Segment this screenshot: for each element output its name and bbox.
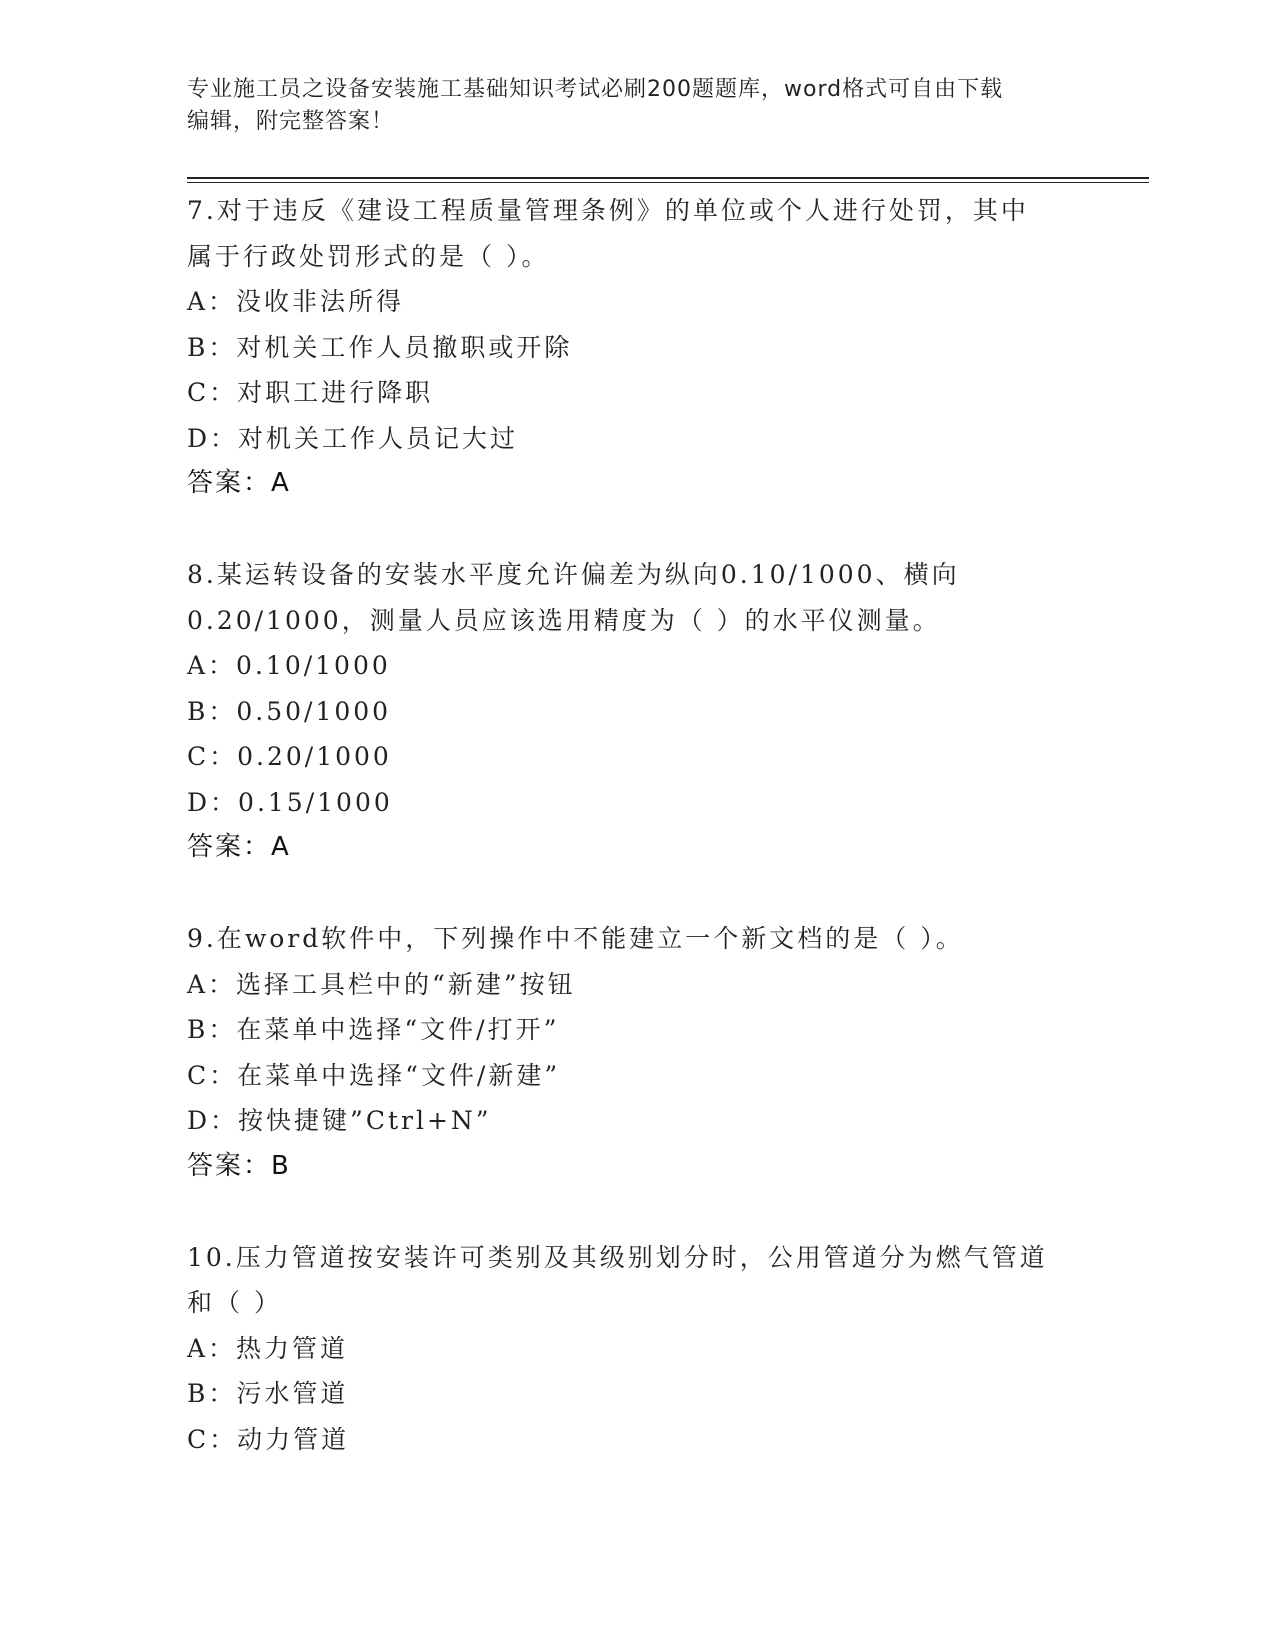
question-stem: 8.某运转设备的安装水平度允许偏差为纵向0.10/1000、横向 [187, 560, 960, 589]
header-line-1: 专业施工员之设备安装施工基础知识考试必刷200题题库，word格式可自由下载 [187, 77, 1004, 102]
option-b: B：在菜单中选择“文件/打开” [187, 1015, 560, 1044]
header-divider-thick [187, 177, 1149, 179]
option-a: A：选择工具栏中的“新建”按钮 [187, 969, 576, 999]
option-c: C：在菜单中选择“文件/新建” [187, 1060, 561, 1090]
option-b: B：0.50/1000 [187, 696, 392, 726]
option-c: C：动力管道 [187, 1424, 350, 1454]
option-a: A：0.10/1000 [187, 651, 391, 680]
option-d: D：0.15/1000 [187, 787, 393, 817]
question-list [187, 188, 1087, 1462]
answer-line: 答案：A [187, 468, 291, 498]
answer-line: 答案：B [187, 1150, 291, 1181]
option-c: C：对职工进行降职 [187, 378, 434, 407]
question-10 [187, 1235, 1087, 1463]
option-b: B：对机关工作人员撤职或开除 [187, 332, 573, 362]
question-8 [187, 552, 1087, 871]
option-a: A：热力管道 [187, 1333, 349, 1363]
question-stem: 7.对于违反《建设工程质量管理条例》的单位或个人进行处罚，其中 [187, 196, 1029, 225]
question-spacer [187, 1189, 1087, 1235]
option-c: C：0.20/1000 [187, 742, 392, 771]
question-spacer [187, 507, 1087, 553]
option-d: D：按快捷键”Ctrl+N” [187, 1106, 492, 1135]
question-stem-continued: 0.20/1000，测量人员应该选用精度为（ ）的水平仪测量。 [187, 605, 941, 635]
document-header [187, 74, 1087, 138]
option-d: D：对机关工作人员记大过 [187, 423, 519, 453]
header-divider-thin [187, 182, 1149, 183]
question-stem-continued: 和（ ） [187, 1288, 282, 1317]
question-9 [187, 916, 1087, 1189]
answer-line: 答案：A [187, 832, 291, 862]
option-b: B：污水管道 [187, 1379, 349, 1408]
header-line-2: 编辑，附完整答案！ [187, 109, 395, 134]
question-7 [187, 188, 1087, 507]
question-stem: 10.压力管道按安装许可类别及其级别划分时，公用管道分为燃气管道 [187, 1242, 1048, 1272]
question-stem: 9.在word软件中，下列操作中不能建立一个新文档的是（ ）。 [187, 924, 964, 953]
option-a: A：没收非法所得 [187, 287, 405, 316]
question-stem-continued: 属于行政处罚形式的是（ ）。 [187, 241, 550, 271]
question-spacer [187, 871, 1087, 917]
